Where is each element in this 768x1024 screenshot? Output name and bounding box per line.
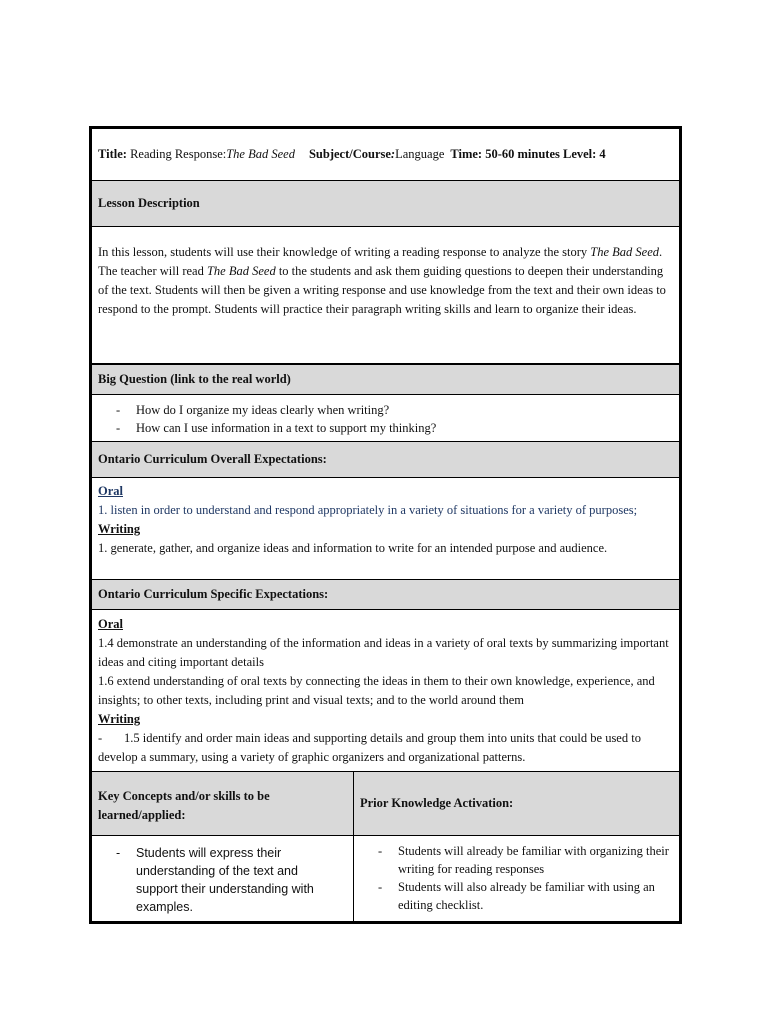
oral-1-4-text: 1.4 demonstrate an understanding of the information and ideas in a variety of oral texts by summarizing important ideas and citing important details [98, 636, 669, 669]
list-item: - Students will express their understanding of the text and support their understanding with examples. [92, 844, 353, 916]
specific-expectations-body [92, 610, 679, 772]
overall-expectations-body [92, 478, 679, 580]
list-item: - Students will already be familiar with organizing their writing for reading responses [354, 842, 679, 878]
key-concepts-heading: Key Concepts and/or skills to be learned/applied: [92, 772, 354, 835]
lesson-description-heading: Lesson Description [92, 181, 679, 227]
title-row [92, 129, 679, 181]
time-level: Time: 50-60 minutes Level: 4 [450, 147, 606, 161]
oral-1-6-text: 1.6 extend understanding of oral texts by connecting the ideas in them to their own knowledge, experience, and insights; to other texts, including print and visual texts; and to the world around them [98, 674, 655, 707]
list-item: - How do I organize my ideas clearly when writing? [92, 401, 679, 419]
title-label: Title: [98, 147, 127, 161]
subject-colon: : [390, 147, 396, 161]
overall-expectations-heading: Ontario Curriculum Overall Expectations: [92, 442, 679, 478]
subject-value: Language [395, 147, 445, 161]
list-item: - Students will also already be familiar with using an editing checklist. [354, 878, 679, 914]
book-title-2: The Bad Seed [206, 264, 276, 278]
writing-1-5-text: - 1.5 identify and order main ideas and supporting details and group them into units that could be used to develop a summary, using a variety of graphic organizers and organizational patterns. [98, 731, 645, 764]
big-question-body [92, 395, 679, 442]
oral-label: Oral [98, 484, 123, 498]
concepts-prior-heading-row [92, 772, 679, 836]
subject-label: Subject/Course [308, 147, 391, 161]
key-concepts-body [92, 836, 354, 921]
writing-overall-text: 1. generate, gather, and organize ideas and information to write for an intended purpose and audience. [98, 541, 608, 555]
oral-overall-text: 1. listen in order to understand and respond appropriately in a variety of situations for a variety of purposes; [98, 503, 638, 517]
big-question-heading: Big Question (link to the real world) [92, 364, 679, 395]
oral-label: Oral [98, 617, 123, 631]
specific-expectations-heading: Ontario Curriculum Specific Expectations: [92, 580, 679, 610]
concepts-prior-body-row [92, 836, 679, 924]
lesson-description-body: In this lesson, students will use their knowledge of writing a reading response to analyze the story The Bad Seed. The teacher will read The Bad Seed to the students and ask them guiding questions to deepen their understanding of the text. Students will then be given a writing response and use knowledge from the text and their own ideas to respond to the prompt. Students will practice their paragraph writing skills and learn to organize their ideas. [92, 227, 679, 364]
title-prefix: Reading Response: [130, 147, 227, 161]
book-title-1: The Bad Seed [590, 245, 659, 259]
writing-label: Writing [98, 712, 141, 726]
writing-label: Writing [98, 522, 141, 536]
title-book: The Bad Seed [226, 147, 295, 161]
prior-knowledge-body [354, 836, 679, 921]
lesson-plan-table [89, 126, 682, 924]
prior-knowledge-heading: Prior Knowledge Activation: [360, 796, 514, 810]
list-item: - How can I use information in a text to support my thinking? [92, 419, 679, 437]
